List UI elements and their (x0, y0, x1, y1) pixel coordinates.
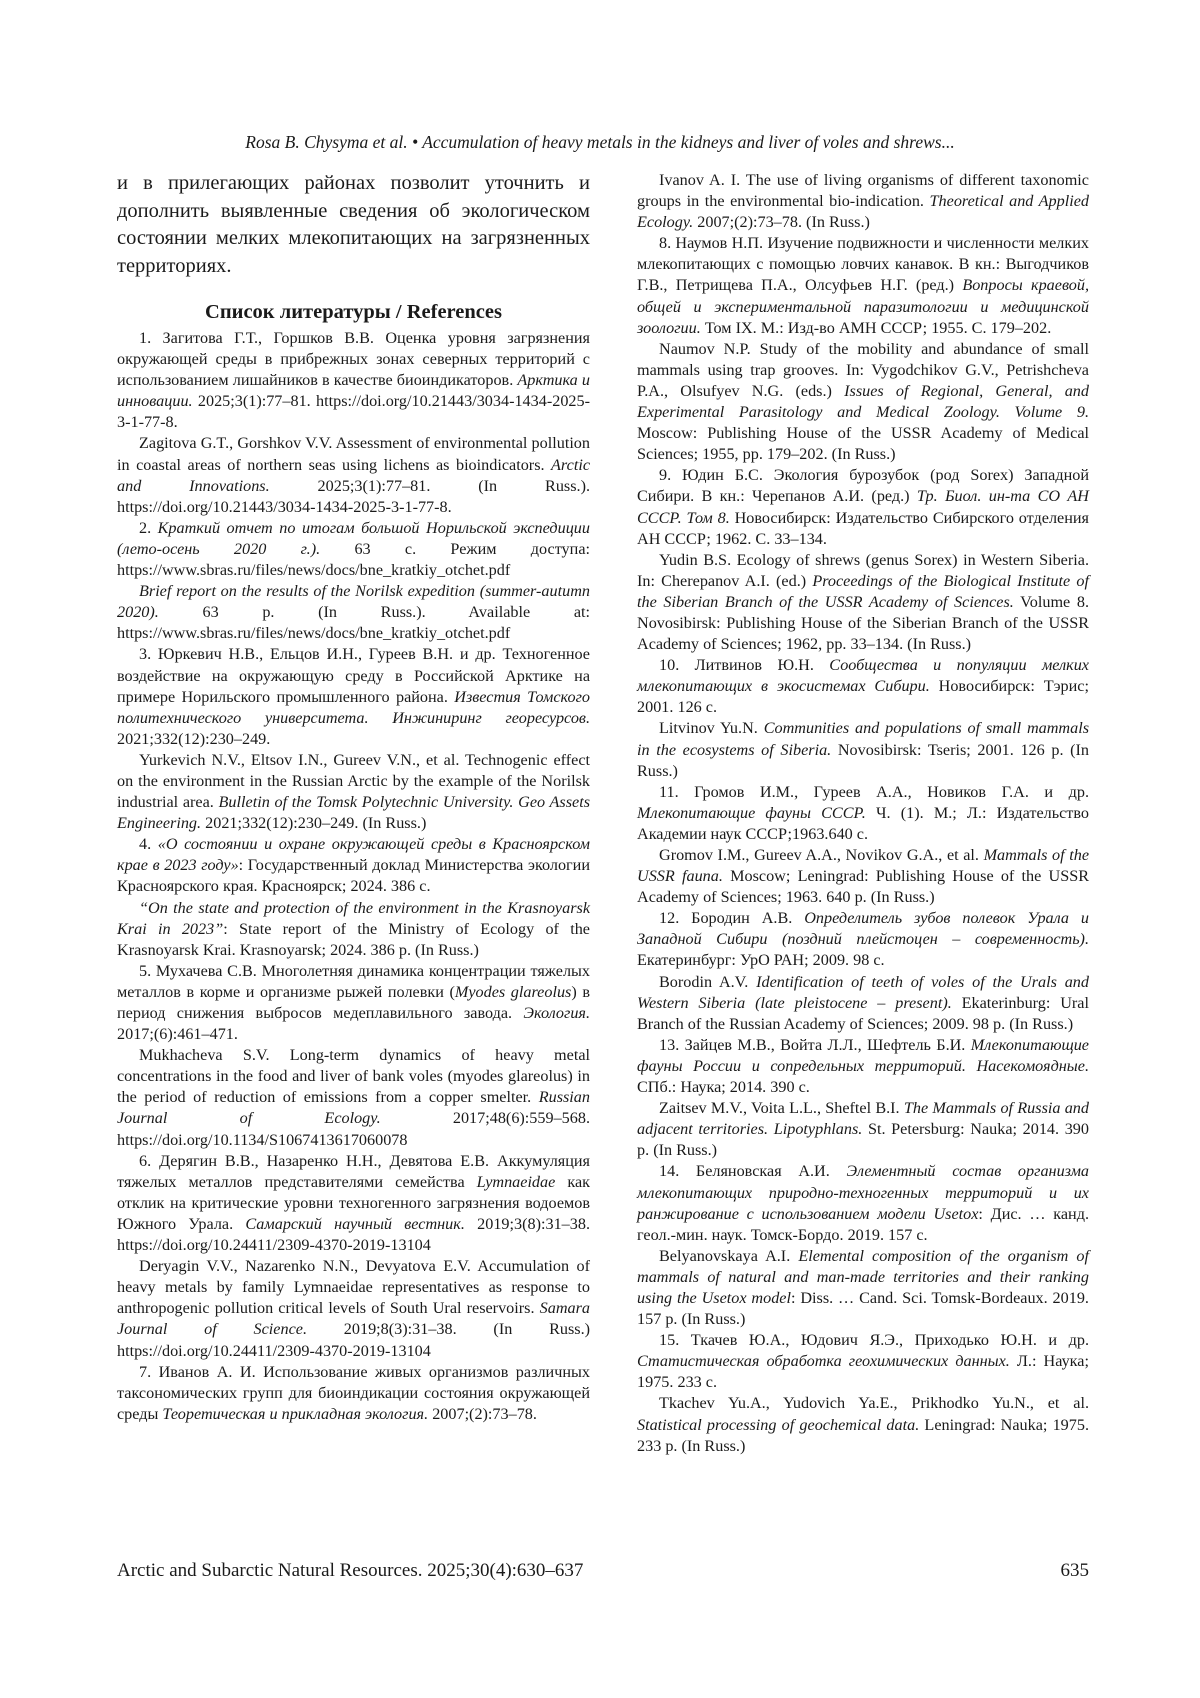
page-number: 635 (1060, 1560, 1089, 1581)
reference-entry: 8. Наумов Н.П. Изучение подвижности и численности мелких млекопитающих с помощью ловчих канавок. В кн.: Выгодчиков Г.В., Петрищева П.А., Олсуфьев Н.Г. (ред.) Вопросы краевой, общей и экспериментальной паразитологии и медицинской зоологии. Том IX. М.: Изд-во АМН СССР; 1955. С. 179–202. (637, 234, 1089, 337)
references-title: Список литературы / References (205, 301, 502, 323)
reference-entry: 9. Юдин Б.С. Экология бурозубок (род Sorex) Западной Сибири. В кн.: Черепанов А.И. (ред.) Тр. Биол. ин-та СО АН СССР. Том 8. Новосибирск: Издательство Сибирского отделения АН СССР; 1962. С. 33–134. (637, 466, 1089, 548)
reference-entry: 10. Литвинов Ю.Н. Сообщества и популяции мелких млекопитающих в экосистемах Сибири. Новосибирск: Тэрис; 2001. 126 с. (637, 656, 1089, 717)
reference-entry: Gromov I.M., Gureev A.A., Novikov G.A., et al. Mammals of the USSR fauna. Moscow; Leningrad: Publishing House of the USSR Academy of Sciences; 1963. 640 p. (In Russ.) (637, 846, 1090, 907)
left-column (117, 170, 590, 1425)
running-head: Rosa B. Chysyma et al. • Accumulation of heavy metals in the kidneys and liver of voles and shrews... (245, 132, 955, 152)
reference-entry: Ivanov A. I. The use of living organisms of different taxonomic groups in the environmental bio-indication. Theoretical and Applied Ecology. 2007;(2):73–78. (In Russ.) (637, 171, 1089, 232)
references-list-left (117, 328, 590, 1425)
reference-entry: Litvinov Yu.N. Communities and populations of small mammals in the ecosystems of Siberia. Novosibirsk: Tseris; 2001. 126 p. (In Russ.) (637, 719, 1089, 780)
reference-entry: 11. Громов И.М., Гуреев А.А., Новиков Г.А. и др. Млекопитающие фауны СССР. Ч. (1). М.; Л.: Издательство Академии наук СССР;1963.640 с. (637, 782, 1089, 843)
reference-entry: 7. Иванов А. И. Использование живых организмов различных таксономических групп для биоиндикации состояния окружающей среды Теоретическая и прикладная экология. 2007;(2):73–78. (117, 1362, 590, 1423)
reference-entry: 13. Зайцев М.В., Войта Л.Л., Шефтель Б.И. Млекопитающие фауны России и сопредельных территорий. Насекомоядные. СПб.: Наука; 2014. 390 с. (637, 1035, 1089, 1097)
reference-entry: 4. «О состоянии и охране окружающей среды в Красноярском крае в 2023 году»: Государственный доклад Министерства экологии Красноярского края. Красноярск; 2024. 386 с. (117, 835, 590, 896)
references-list-right (637, 170, 1089, 1457)
reference-entry: Belyanovskaya A.I. Elemental composition of the organism of mammals of natural and man-made territories and their ranking using the Usetox model: Diss. … Cand. Sci. Tomsk-Bordeaux. 2019. 157 p. (In Russ.) (637, 1246, 1089, 1329)
reference-entry: 1. Загитова Г.Т., Горшков В.В. Оценка уровня загрязнения окружающей среды в прибрежных зонах северных территорий с использованием лишайников в качестве биоиндикаторов. Арктика и инновации. 2025;3(1):77–81. https://doi.org/10.21443/3034-1434-2025-3-1-77-8. (117, 329, 591, 432)
reference-entry: Naumov N.P. Study of the mobility and abundance of small mammals using trap grooves. In: Vygodchikov G.V., Petrishcheva P.A., Olsufyev N.G. (eds.) Issues of Regional, General, and Experimental Parasitology and Medical Zoology. Volume 9. Moscow: Publishing House of the USSR Academy of Medical Sciences; 1955, pp. 179–202. (In Russ.) (637, 339, 1089, 464)
reference-entry: 15. Ткачев Ю.А., Юдович Я.Э., Приходько Ю.Н. и др. Статистическая обработка геохимических данных. Л.: Наука; 1975. 233 с. (637, 1331, 1089, 1392)
reference-entry: Yurkevich N.V., Eltsov I.N., Gureev V.N., et al. Technogenic effect on the environment in the Russian Arctic by the example of the Norilsk industrial area. Bulletin of the Tomsk Polytechnic University. Geo Assets Engineering. 2021;332(12):230–249. (In Russ.) (117, 750, 590, 833)
reference-entry: Deryagin V.V., Nazarenko N.N., Devyatova E.V. Accumulation of heavy metals by family Lymnaeidae representatives as response to anthropogenic pollution critical levels of South Ural reservoirs. Samara Journal of Science. 2019;8(3):31–38. (In Russ.) https://doi.org/10.24411/2309-4370-2019-13104 (117, 1257, 591, 1360)
reference-entry: 14. Беляновская А.И. Элементный состав организма млекопитающих природно-техногенных территорий и их ранжирование с использованием модели Usetox: Дис. … канд. геол.-мин. наук. Томск-Бордо. 2019. 157 с. (637, 1162, 1089, 1244)
reference-entry: Brief report on the results of the Norilsk expedition (summer-autumn 2020). 63 p. (In Russ.). Available at: https://www.sbras.ru/files/news/docs/bne_kratkiy_otchet.pdf (117, 582, 590, 643)
reference-entry: Zagitova G.T., Gorshkov V.V. Assessment of environmental pollution in coastal areas of northern seas using lichens as bioindicators. Arctic and Innovations. 2025;3(1):77–81. (In Russ.). https://doi.org/10.21443/3034-1434-2025-3-1-77-8. (117, 434, 591, 516)
reference-entry: Yudin B.S. Ecology of shrews (genus Sorex) in Western Siberia. In: Cherepanov A.I. (ed.) Proceedings of the Biological Institute of the Siberian Branch of the USSR Academy of Sciences. Volume 8. Novosibirsk: Publishing House of the Siberian Branch of the USSR Academy of Sciences; 1962, pp. 33–134. (In Russ.) (637, 550, 1089, 654)
reference-entry: 12. Бородин А.В. Определитель зубов полевок Урала и Западной Сибири (поздний плейстоцен – современность). Екатеринбург: УрО РАН; 2009. 98 с. (637, 909, 1089, 970)
reference-entry: Mukhacheva S.V. Long-term dynamics of heavy metal concentrations in the food and liver of bank voles (myodes glareolus) in the period of reduction of emissions from a copper smelter. Russian Journal of Ecology. 2017;48(6):559–568. https://doi.org/10.1134/S1067413617060078 (117, 1046, 590, 1149)
reference-entry: Tkachev Yu.A., Yudovich Ya.E., Prikhodko Yu.N., et al. Statistical processing of geochemical data. Leningrad: Nauka; 1975. 233 p. (In Russ.) (637, 1394, 1089, 1455)
reference-entry: “On the state and protection of the environment in the Krasnoyarsk Krai in 2023”: State report of the Ministry of Ecology of the Krasnoyarsk Krai. Krasnoyarsk; 2024. 386 p. (In Russ.) (117, 898, 590, 959)
reference-entry: 3. Юркевич Н.В., Ельцов И.Н., Гуреев В.Н. и др. Техногенное воздействие на окружающую среду в Российской Арктике на примере Норильского промышленного района. Известия Томского политехнического университета. Инжиниринг георесурсов. 2021;332(12):230–249. (117, 645, 590, 748)
right-column (637, 170, 1089, 1457)
lead-paragraph: и в прилегающих районах позволит уточнить и дополнить выявленные сведения об экологическом состоянии мелких млекопитающих на загрязненных территориях. (117, 172, 590, 277)
reference-entry: Zaitsev M.V., Voita L.L., Sheftel B.I. The Mammals of Russia and adjacent territories. Lipotyphlans. St. Petersburg: Nauka; 2014. 390 p. (In Russ.) (637, 1099, 1089, 1160)
reference-entry: 6. Дерягин В.В., Назаренко Н.Н., Девятова Е.В. Аккумуляция тяжелых металлов представителями семейства Lymnaeidae как отклик на критические уровни техногенного загрязнения водоемов Южного Урала. Самарский научный вестник. 2019;3(8):31–38. https://doi.org/10.24411/2309-4370-2019-13104 (117, 1151, 591, 1255)
reference-entry: Borodin A.V. Identification of teeth of voles of the Urals and Western Siberia (late pleistocene – present). Ekaterinburg: Ural Branch of the Russian Academy of Sciences; 2009. 98 p. (In Russ.) (637, 972, 1089, 1033)
reference-entry: 5. Мухачева С.В. Многолетняя динамика концентрации тяжелых металлов в корме и организме рыжей полевки (Myodes glareolus) в период снижения выбросов медеплавильного завода. Экология. 2017;(6):461–471. (117, 961, 590, 1044)
footer-journal-citation: Arctic and Subarctic Natural Resources. 2025;30(4):630–637 (117, 1560, 584, 1581)
reference-entry: 2. Краткий отчет по итогам большой Норильской экспедиции (лето-осень 2020 г.). 63 с. Режим доступа: https://www.sbras.ru/files/news/docs/bne_kratkiy_otchet.pdf (117, 518, 590, 580)
